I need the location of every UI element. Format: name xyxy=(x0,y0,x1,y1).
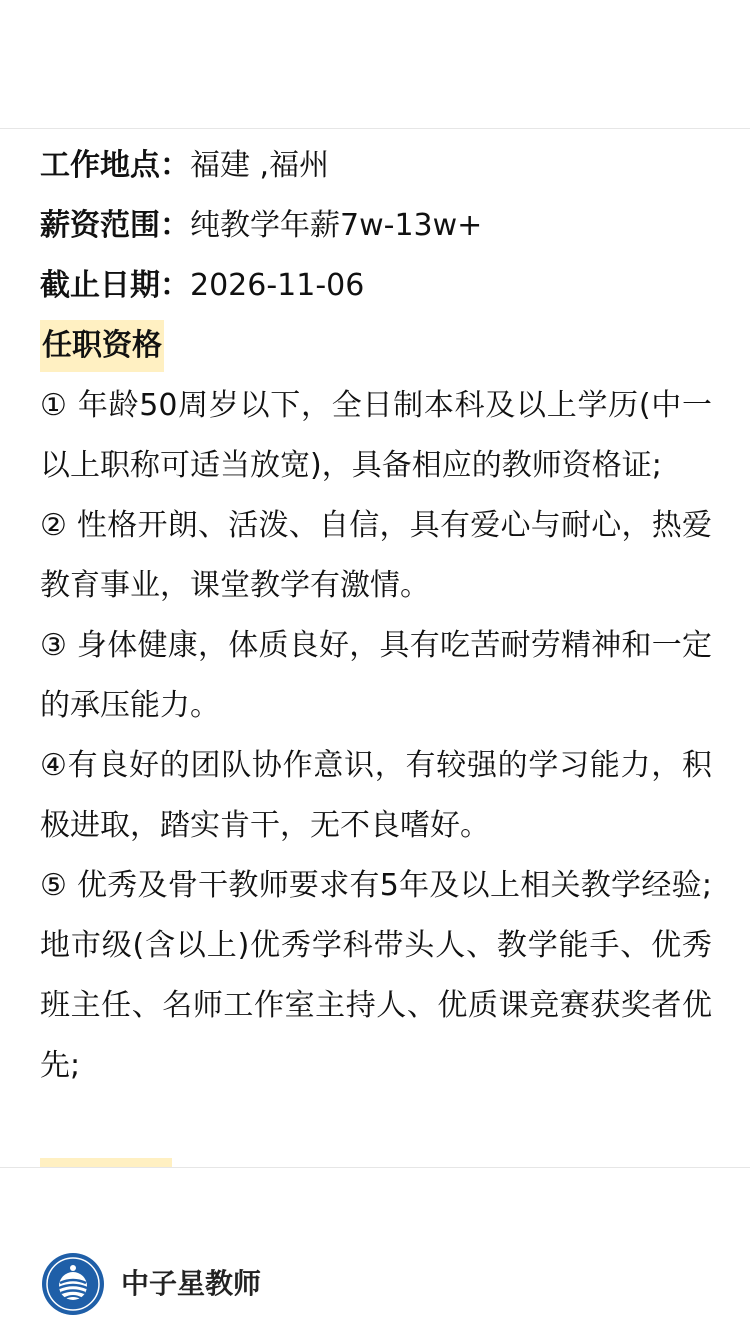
salary-value: 纯教学年薪7w-13w+ xyxy=(190,208,483,243)
footer xyxy=(0,1168,750,1334)
salary-label: 薪资范围： xyxy=(40,208,190,243)
qualification-item-4: ④有良好的团队协作意识，有较强的学习能力，积极进取，踏实肯干，无不良嗜好。 xyxy=(40,748,712,843)
neutron-star-globe-logo-icon[interactable] xyxy=(42,1253,104,1315)
location-value: 福建 ,福州 xyxy=(190,148,330,183)
qualification-item-3: ③ 身体健康，体质良好，具有吃苦耐劳精神和一定的承压能力。 xyxy=(40,628,712,723)
top-divider xyxy=(0,128,750,129)
salary-row xyxy=(40,196,712,256)
brand-name[interactable]: 中子星教师 xyxy=(121,1267,262,1300)
deadline-label: 截止日期： xyxy=(40,268,190,303)
next-section-title-peek xyxy=(40,1158,172,1167)
location-row xyxy=(40,136,712,196)
deadline-row xyxy=(40,256,712,316)
qualification-item-1: ① 年龄50周岁以下，全日制本科及以上学历(中一以上职称可适当放宽)，具备相应的教师资格证; xyxy=(40,388,712,483)
top-blank-area xyxy=(0,0,750,128)
job-detail-content[interactable] xyxy=(40,136,712,1166)
location-label: 工作地点： xyxy=(40,148,190,183)
qualification-item-2: ② 性格开朗、活泼、自信，具有爱心与耐心，热爱教育事业，课堂教学有激情。 xyxy=(40,508,712,603)
qualifications-title: 任职资格 xyxy=(40,320,164,372)
deadline-value: 2026-11-06 xyxy=(190,268,365,303)
qualification-item-5: ⑤ 优秀及骨干教师要求有5年及以上相关教学经验;地市级(含以上)优秀学科带头人、教学能手、优秀班主任、名师工作室主持人、优质课竞赛获奖者优先; xyxy=(40,868,712,1083)
